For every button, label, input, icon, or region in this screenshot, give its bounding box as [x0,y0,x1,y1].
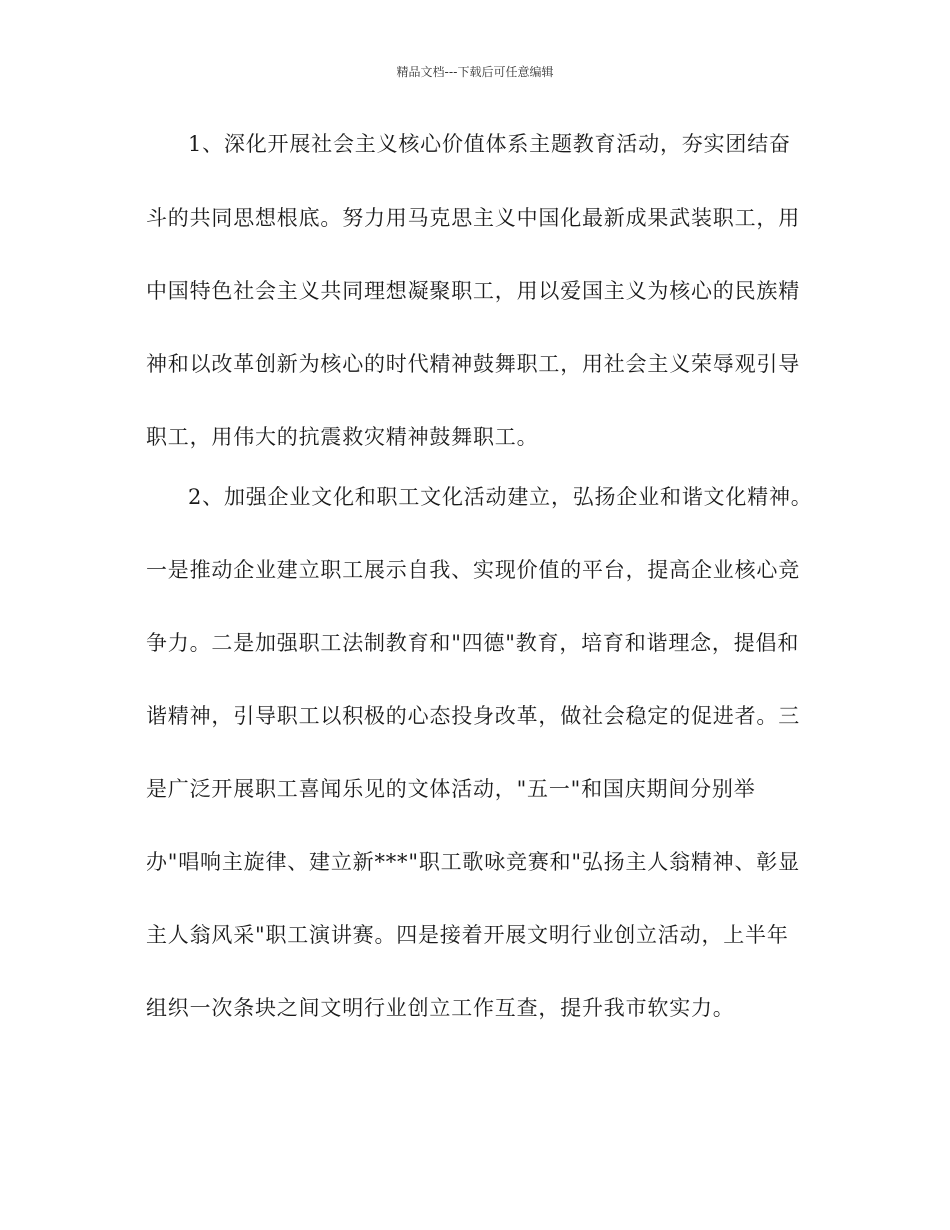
paragraph-line: 中国特色社会主义共同理想凝聚职工，用以爱国主义为核心的民族精 [146,279,800,303]
paragraph-line: 职工，用伟大的抗震救灾精神鼓舞职工。 [146,425,539,449]
paragraph-line: 1、深化开展社会主义核心价值体系主题教育活动，夯实团结奋 [188,132,791,156]
paragraph-line: 谐精神，引导职工以积极的心态投身改革，做社会稳定的促进者。三 [146,704,800,728]
page-header: 精品文档---下载后可任意编辑 [396,65,554,79]
paragraph-line: 主人翁风采"职工演讲赛。四是接着开展文明行业创立活动，上半年 [146,923,789,947]
paragraph-line: 一是推动企业建立职工展示自我、实现价值的平台，提高企业核心竞 [146,558,800,582]
paragraph-line: 争力。二是加强职工法制教育和"四德"教育，培育和谐理念，提倡和 [146,631,800,655]
paragraph-line: 斗的共同思想根底。努力用马克思主义中国化最新成果武装职工，用 [146,206,800,230]
paragraph-line: 办"唱响主旋律、建立新***"职工歌咏竞赛和"弘扬主人翁精神、彰显 [146,850,800,874]
paragraph-line: 是广泛开展职工喜闻乐见的文体活动，"五一"和国庆期间分别举 [146,777,756,801]
paragraph-line: 组织一次条块之间文明行业创立工作互查，提升我市软实力。 [146,996,735,1020]
paragraph-line: 2、加强企业文化和职工文化活动建立，弘扬企业和谐文化精神。 [188,485,813,509]
paragraph-line: 神和以改革创新为核心的时代精神鼓舞职工，用社会主义荣辱观引导 [146,352,800,376]
